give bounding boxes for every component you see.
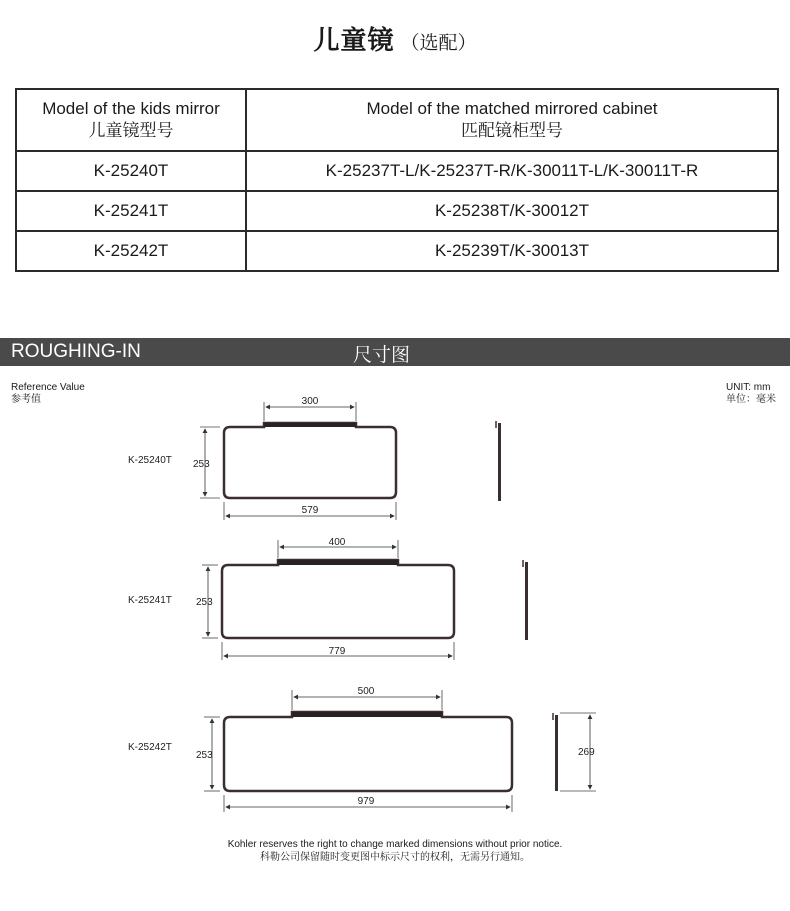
mounting-bracket xyxy=(278,560,398,565)
table-cell-mirror-model: K-25240T xyxy=(16,151,246,191)
section-title-cn: 尺寸图 xyxy=(353,345,411,366)
unit-en: UNIT: mm xyxy=(726,382,771,393)
width-dimension-label: 779 xyxy=(328,646,346,657)
table-cell-cabinet-model: K-25237T-L/K-25237T-R/K-30011T-L/K-30011T-R xyxy=(246,151,778,191)
top-dimension-label: 400 xyxy=(328,537,346,548)
title-main: 儿童镜 xyxy=(313,25,395,55)
table-cell-cabinet-model: K-25239T/K-30013T xyxy=(246,231,778,271)
height-dimension-label: 253 xyxy=(193,459,210,470)
reference-cn: 参考值 xyxy=(11,394,41,405)
unit-cn: 单位：毫米 xyxy=(726,394,776,405)
reference-en: Reference Value xyxy=(11,382,85,393)
disclaimer-footer xyxy=(0,838,790,864)
mirror-outline xyxy=(224,712,512,791)
header-text-cn: 儿童镜型号 xyxy=(88,121,174,140)
table-cell-mirror-model: K-25241T xyxy=(16,191,246,231)
section-title-en: ROUGHING-IN xyxy=(11,341,141,362)
table-cell-mirror-model: K-25242T xyxy=(16,231,246,271)
top-dimension-label: 500 xyxy=(357,686,375,697)
side-profile xyxy=(498,423,501,501)
footer-en: Kohler reserves the right to change marked dimensions without prior notice. xyxy=(227,839,563,850)
mounting-bracket xyxy=(292,712,442,717)
top-dimension-label: 300 xyxy=(301,396,319,407)
width-dimension-label: 579 xyxy=(301,505,319,516)
header-text-en: Model of the matched mirrored cabinet xyxy=(366,99,658,118)
drawing-model-label: K-25240T xyxy=(128,455,172,466)
header-text-cn: 匹配镜柜型号 xyxy=(461,121,563,140)
drawing-model-label: K-25242T xyxy=(128,742,172,753)
footer-cn: 科勒公司保留随时变更图中标示尺寸的权利，无需另行通知。 xyxy=(260,852,530,863)
mounting-bracket xyxy=(264,423,356,427)
table-cell-cabinet-model: K-25238T/K-30012T xyxy=(246,191,778,231)
side-dimension-label: 269 xyxy=(578,747,595,758)
mirror-outline xyxy=(224,423,396,498)
drawing-k-25242t xyxy=(128,686,596,812)
side-profile xyxy=(555,715,558,791)
height-dimension-label: 253 xyxy=(196,750,213,761)
width-dimension-label: 979 xyxy=(357,796,375,807)
mirror-outline xyxy=(222,560,454,638)
drawing-k-25241t xyxy=(128,537,528,660)
drawing-model-label: K-25241T xyxy=(128,595,172,606)
header-text-en: Model of the kids mirror xyxy=(42,99,220,118)
title-sub: （选配） xyxy=(400,33,477,54)
drawing-k-25240t xyxy=(128,396,501,520)
side-profile xyxy=(525,562,528,640)
height-dimension-label: 253 xyxy=(196,597,213,608)
